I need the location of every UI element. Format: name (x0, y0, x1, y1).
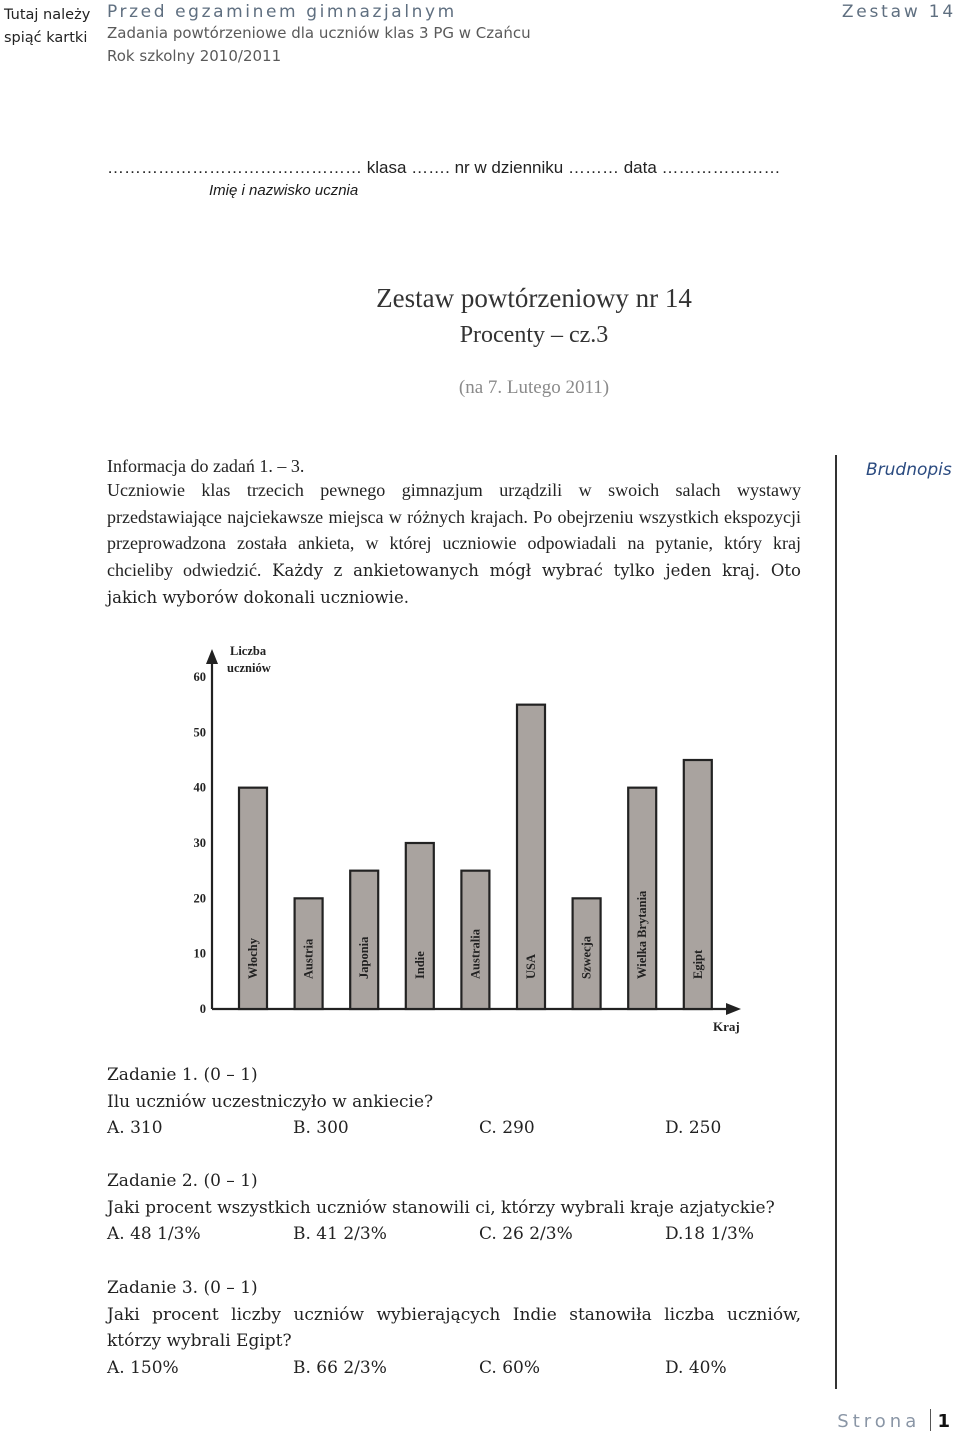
y-tick-label: 20 (193, 891, 206, 906)
y-tick-label: 10 (193, 946, 206, 961)
task-2 (107, 1168, 807, 1248)
page-number: 1 (937, 1411, 950, 1432)
task-1-answer-c: C. 290 (479, 1118, 535, 1138)
task-2-answer-c: C. 26 2/3% (479, 1224, 573, 1244)
y-tick-label: 40 (193, 780, 206, 795)
header-school-year: Rok szkolny 2010/2011 (107, 47, 282, 65)
task-2-question: Jaki procent wszystkich uczniów stanowili ci, którzy wybrali kraje azjatyckie? (107, 1197, 775, 1218)
chart-bar (406, 843, 434, 1009)
bar-category-label: Australia (468, 929, 483, 979)
page-topic: Procenty – cz.3 (459, 322, 609, 348)
task-3-answer-a: A. 150% (107, 1357, 179, 1378)
task-3-title: Zadanie 3. (0 – 1) (107, 1278, 258, 1298)
student-name-caption: Imię i nazwisko ucznia (209, 182, 359, 199)
y-tick-label: 50 (193, 725, 206, 740)
header-subtitle: Zadania powtórzeniowe dla uczniów klas 3 PG w Czańcu (107, 24, 531, 42)
task-1 (107, 1062, 807, 1142)
task-2-answers (107, 1221, 807, 1248)
task-2-answer-b: B. 41 2/3% (293, 1224, 387, 1244)
info-body (107, 477, 801, 612)
footer-label: Strona (837, 1411, 921, 1432)
task-3 (107, 1275, 801, 1382)
info-heading: Informacja do zadań 1. – 3. (107, 456, 305, 476)
task-3-answer-c: C. 60% (479, 1357, 540, 1378)
task-3-question: Jaki procent liczby uczniów wybierających Indie stanowiła liczba uczniów, którzy wybrali Egipt? (107, 1304, 801, 1351)
task-1-answers (107, 1115, 807, 1142)
margin-divider (835, 455, 837, 1389)
bar-category-label: Włochy (246, 938, 260, 979)
x-axis-arrow (726, 1003, 741, 1015)
y-axis-label-line2: uczniów (227, 661, 271, 675)
y-axis-arrow (206, 649, 218, 664)
y-axis-label-line1: Liczba (230, 644, 267, 658)
footer-divider (930, 1409, 932, 1431)
task-1-question: Ilu uczniów uczestniczyło w ankiecie? (107, 1091, 434, 1112)
binding-note-line2: spiąć kartki (4, 30, 88, 46)
task-1-answer-a: A. 310 (107, 1118, 163, 1138)
bar-category-label: Egipt (690, 949, 705, 979)
bar-category-label: Wielka Brytania (635, 890, 650, 979)
bar-category-label: Szwecja (579, 935, 594, 979)
task-2-title: Zadanie 2. (0 – 1) (107, 1171, 258, 1191)
bar-chart (180, 640, 760, 1040)
info-body-part2: Każdy z ankietowanych mógł wybrać tylko jeden kraj. Oto jakich wyborów dokonali uczniowie. (107, 560, 801, 607)
page-title: Zestaw powtórzeniowy nr 14 (376, 283, 692, 313)
bar-category-label: USA (524, 953, 538, 979)
task-3-answer-b: B. 66 2/3% (293, 1357, 387, 1378)
task-3-answer-d: D. 40% (665, 1357, 727, 1378)
draft-area-label: Brudnopis (866, 460, 952, 480)
task-1-answer-b: B. 300 (293, 1118, 349, 1138)
bar-category-label: Austria (301, 938, 316, 979)
page-footer (837, 1409, 950, 1432)
task-2-answer-a: A. 48 1/3% (107, 1224, 201, 1244)
binding-note (4, 4, 90, 50)
bar-category-label: Japonia (357, 936, 372, 979)
binding-note-line1: Tutaj należy (4, 7, 91, 23)
student-info-line: ……………………………………… klasa ……. nr w dzienniku ……… data ………………… (107, 158, 781, 177)
task-1-answer-d: D. 250 (665, 1118, 722, 1138)
y-tick-label: 60 (193, 670, 206, 684)
y-tick-label: 0 (199, 1002, 206, 1016)
page-date: (na 7. Lutego 2011) (458, 377, 610, 398)
task-1-title: Zadanie 1. (0 – 1) (107, 1065, 258, 1085)
info-body-part1: Uczniowie klas trzecich pewnego gimnazjum urządzili w swoich salach wystawy przedstawiające najciekawsze miejsca w różnych krajach. Po obejrzeniu wszystkich ekspozycji przeprowadzona została ankieta, w której uczniowie odpowiadali na pytanie, który kraj chcieliby odwiedzić. (107, 480, 801, 580)
bar-category-label: Indie (412, 951, 427, 979)
task-3-answers (107, 1355, 801, 1382)
y-tick-label: 30 (193, 836, 206, 850)
x-axis-label: Kraj (713, 1019, 740, 1034)
task-2-answer-d: D.18 1/3% (665, 1224, 754, 1244)
header-set-label: Zestaw 14 (841, 2, 956, 22)
header-title: Przed egzaminem gimnazjalnym (107, 2, 457, 22)
